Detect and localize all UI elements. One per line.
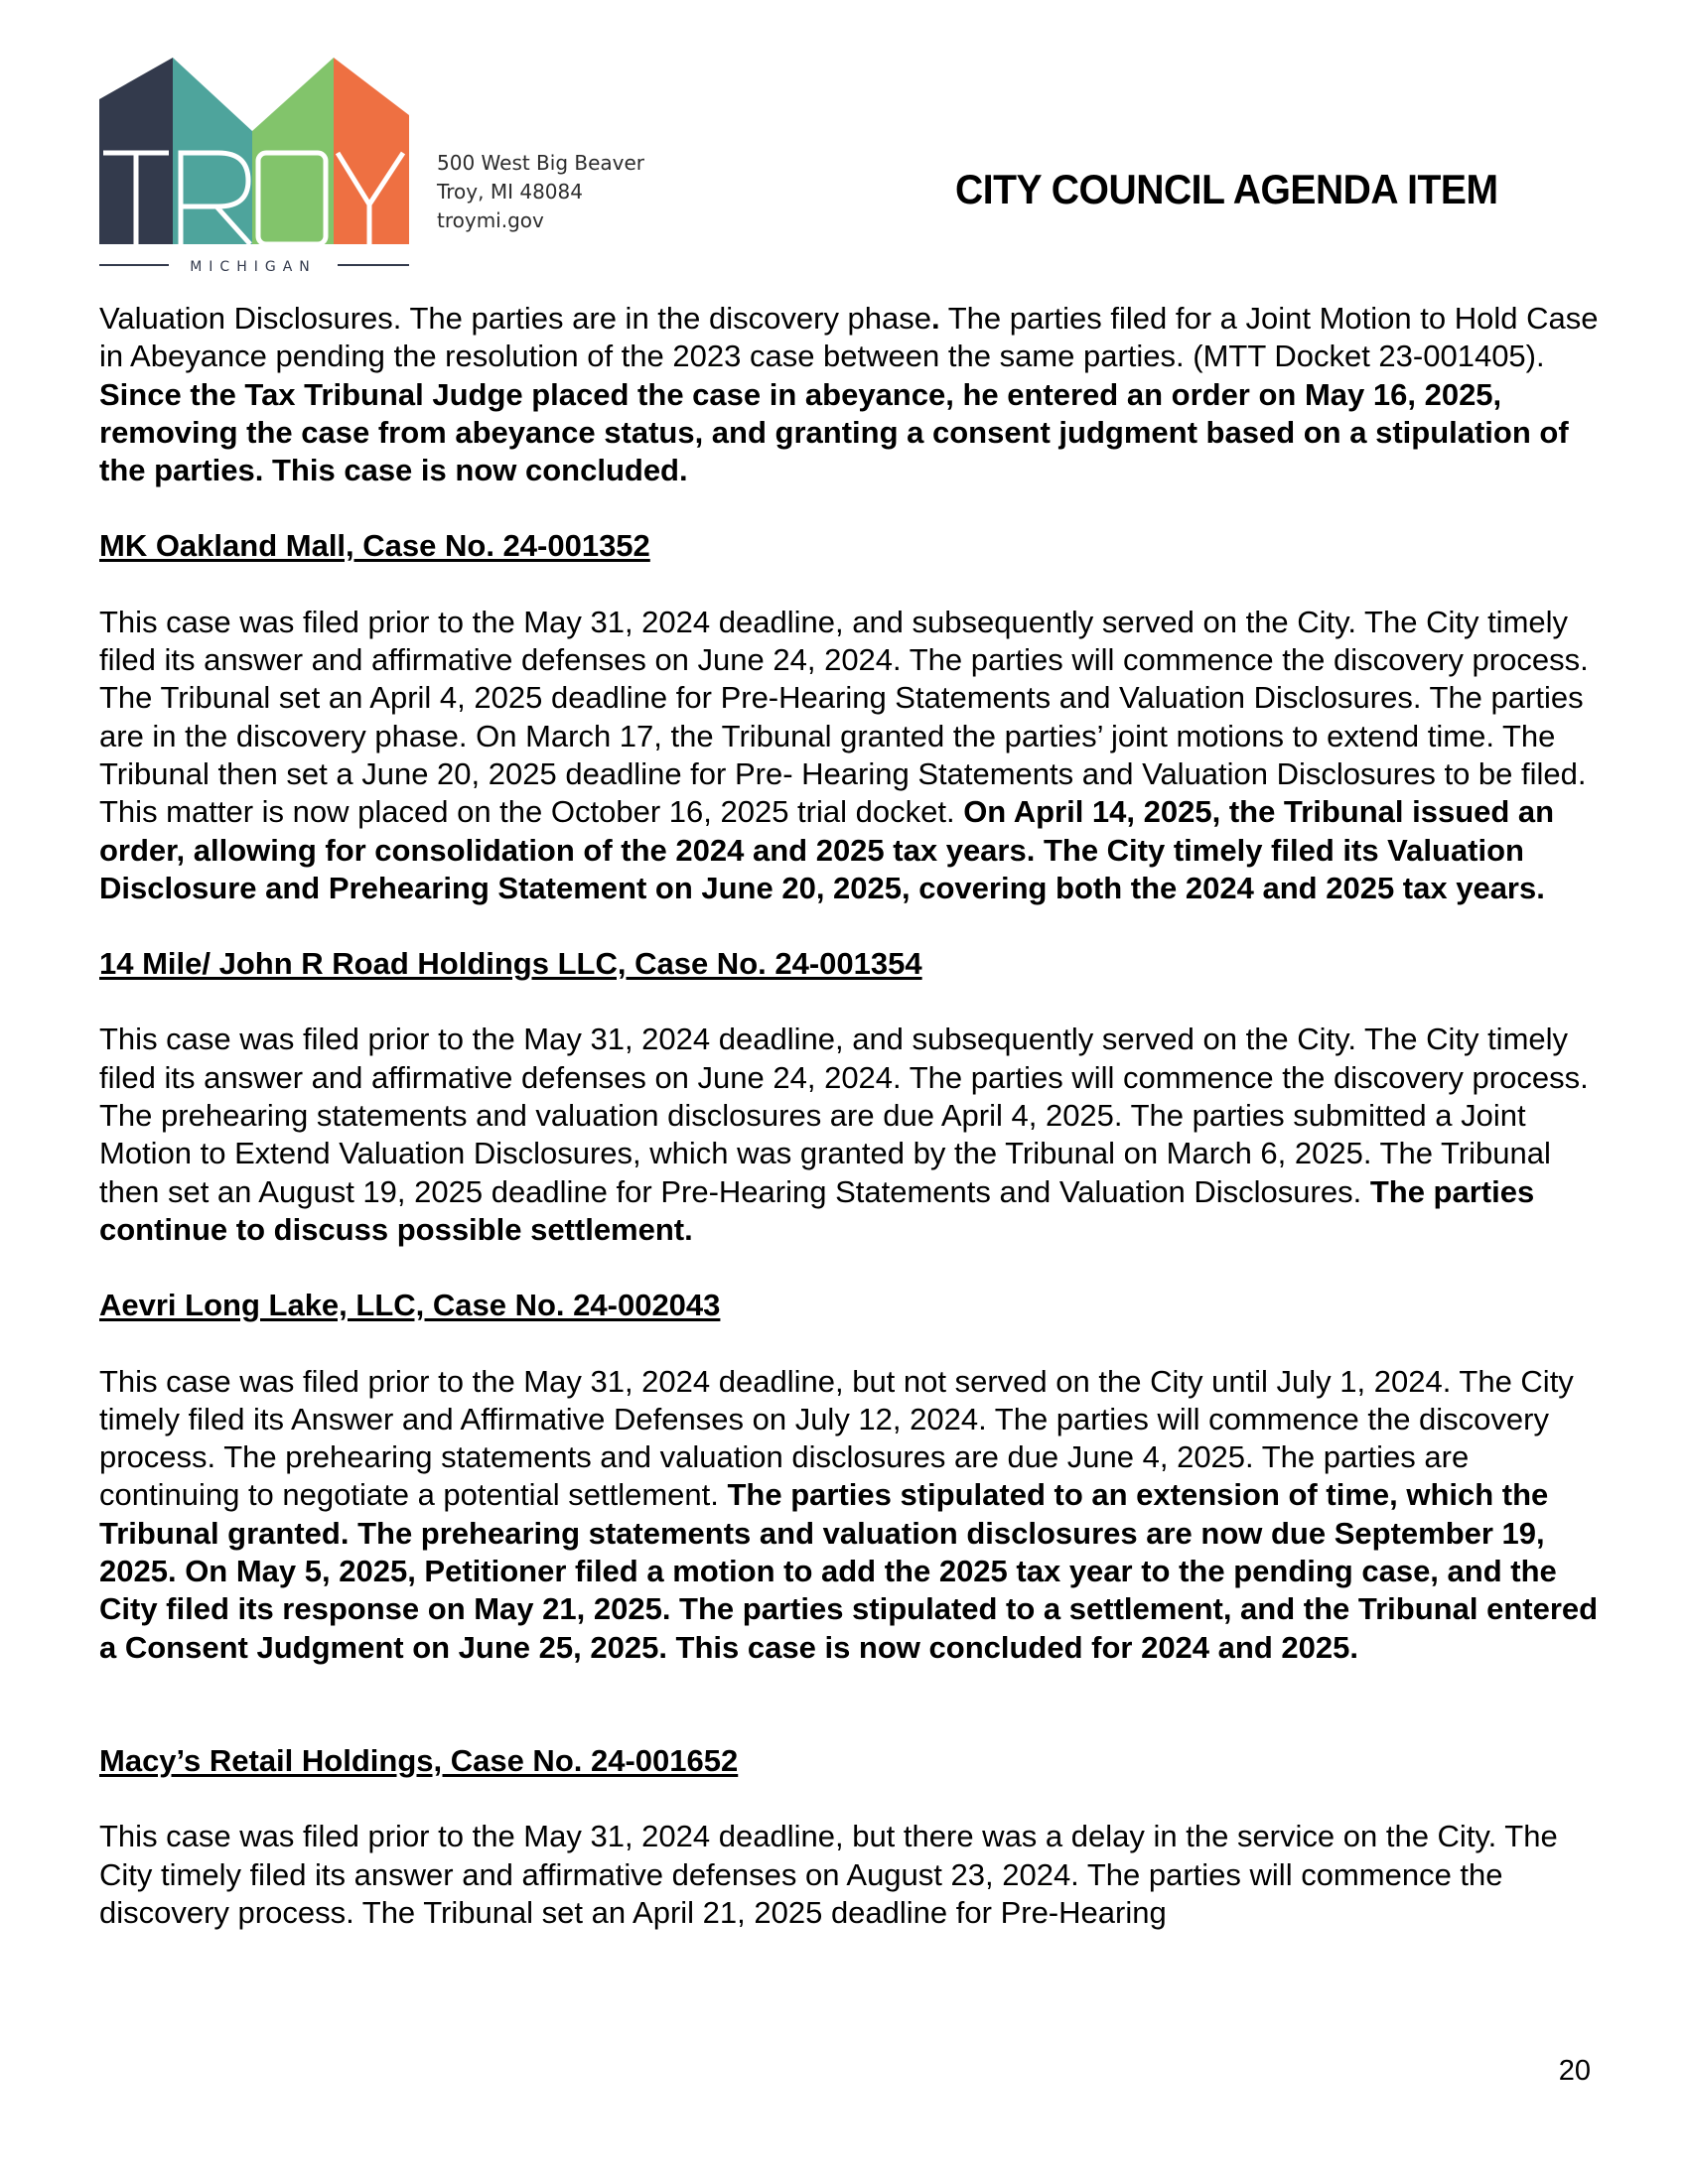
- intro-text-2: The parties filed for a Joint Motion to Hold Case in Abeyance pending the resolution of the 2023 case between the same parties. (MTT Docket 23-001405).: [99, 301, 1599, 374]
- case-text: This case was filed prior to the May 31, 2024 deadline, but not served on the City until July 1, 2024. The City timely filed its Answer and Affirmative Defenses on July 12, 2024. The parties will commence the discovery process. The prehearing statements and valuation disclosures are due June 4, 2025. The parties are continuing to negotiate a potential settlement.: [99, 1363, 1574, 1513]
- case-heading: Aevri Long Lake, LLC, Case No. 24-002043: [99, 1288, 721, 1323]
- intro-paragraph: [99, 300, 1599, 489]
- document-body: [99, 300, 1599, 1932]
- intro-text-1: Valuation Disclosures. The parties are in the discovery phase: [99, 301, 932, 336]
- case-heading: Macy’s Retail Holdings, Case No. 24-001652: [99, 1742, 739, 1778]
- case-text: This case was filed prior to the May 31, 2024 deadline, and subsequently served on the City. The City timely filed its answer and affirmative defenses on June 24, 2024. The parties will commence the discovery process. The prehearing statements and valuation disclosures are due April 4, 2025. The parties submitted a Joint Motion to Extend Valuation Disclosures, which was granted by the Tribunal on March 6, 2025. The Tribunal then set an August 19, 2025 deadline for Pre-Hearing Statements and Valuation Disclosures.: [99, 1022, 1589, 1209]
- case-paragraph: [99, 604, 1599, 907]
- case-bold-text: On April 14, 2025, the Tribunal issued an order, allowing for consolidation of the 2024 and 2025 tax years. The City timely filed its Valuation Disclosure and Prehearing Statement on June 20, 2025, covering both the 2024 and 2025 tax years.: [99, 794, 1555, 905]
- intro-period: .: [931, 301, 940, 336]
- troy-logo-graphic: [99, 58, 409, 278]
- city-address: [437, 149, 644, 235]
- case-text: This case was filed prior to the May 31, 2024 deadline, but there was a delay in the service on the City. The City timely filed its answer and affirmative defenses on August 23, 2024. The parties will commence the discovery process. The Tribunal set an April 21, 2025 deadline for Pre-Hearing: [99, 1819, 1558, 1930]
- case-paragraph: [99, 1363, 1599, 1667]
- logo-state-label: MICHIGAN: [190, 259, 317, 275]
- case-heading: 14 Mile/ John R Road Holdings LLC, Case No. 24-001354: [99, 946, 922, 982]
- case-paragraph: [99, 1818, 1599, 1932]
- address-city: Troy, MI 48084: [437, 180, 583, 204]
- troy-logo: [99, 58, 409, 278]
- page-number: 20: [1558, 2055, 1591, 2087]
- case-text: This case was filed prior to the May 31, 2024 deadline, and subsequently served on the City. The City timely filed its answer and affirmative defenses on June 24, 2024. The parties will commence the discovery process. The Tribunal set an April 4, 2025 deadline for Pre-Hearing Statements and Valuation Disclosures. The parties are in the discovery phase. On March 17, the Tribunal granted the parties’ joint motions to extend time. The Tribunal then set a June 20, 2025 deadline for Pre- Hearing Statements and Valuation Disclosures to be filed. This matter is now placed on the October 16, 2025 trial docket.: [99, 604, 1589, 830]
- intro-bold-text: Since the Tax Tribunal Judge placed the case in abeyance, he entered an order on May 16, 2025, removing the case from abeyance status, and granting a consent judgment based on a stipulation of the parties. This case is now concluded.: [99, 376, 1569, 488]
- address-street: 500 West Big Beaver: [437, 151, 645, 175]
- page-title: CITY COUNCIL AGENDA ITEM: [955, 166, 1498, 212]
- case-bold-text: The parties continue to discuss possible settlement.: [99, 1173, 1535, 1247]
- case-paragraph: [99, 1021, 1599, 1249]
- address-website: troymi.gov: [437, 208, 544, 232]
- case-heading: MK Oakland Mall, Case No. 24-001352: [99, 528, 650, 564]
- case-bold-text: The parties stipulated to an extension of time, which the Tribunal granted. The prehearing statements and valuation disclosures are now due September 19, 2025. On May 5, 2025, Petitioner filed a motion to add the 2025 tax year to the pending case, and the City filed its response on May 21, 2025. The parties stipulated to a settlement, and the Tribunal entered a Consent Judgment on June 25, 2025. This case is now concluded for 2024 and 2025.: [99, 1477, 1599, 1665]
